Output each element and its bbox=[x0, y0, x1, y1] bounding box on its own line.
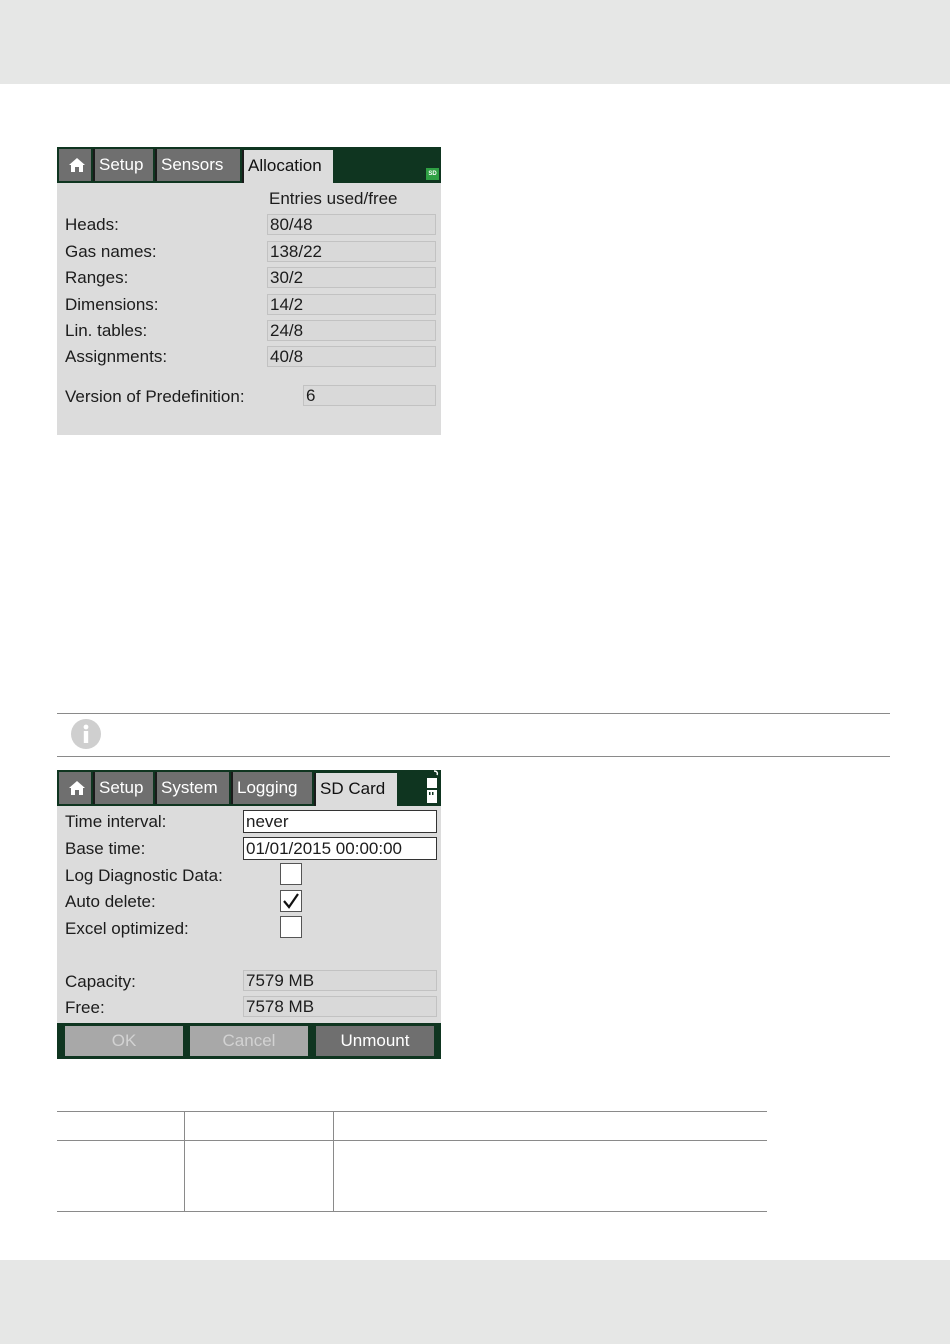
row-value-assignments: 40/8 bbox=[267, 346, 436, 367]
sd-card-status-icon bbox=[425, 770, 439, 804]
log-diagnostic-checkbox[interactable] bbox=[280, 863, 302, 885]
info-icon bbox=[70, 718, 102, 750]
allocation-screen bbox=[57, 147, 441, 435]
free-label: Free: bbox=[65, 998, 105, 1017]
row-value-dimensions: 14/2 bbox=[267, 294, 436, 315]
row-value-lin-tables: 24/8 bbox=[267, 320, 436, 341]
row-label-ranges: Ranges: bbox=[65, 268, 129, 287]
version-value: 6 bbox=[303, 385, 436, 406]
capacity-value: 7579 MB bbox=[243, 970, 437, 991]
note-top-rule bbox=[57, 713, 890, 714]
free-value: 7578 MB bbox=[243, 996, 437, 1017]
excel-optimized-label: Excel optimized: bbox=[65, 919, 189, 938]
row-value-gas-names: 138/22 bbox=[267, 241, 436, 262]
row-label-gas-names: Gas names: bbox=[65, 242, 157, 261]
home-icon bbox=[68, 780, 86, 796]
tab-sd-card[interactable]: SD Card bbox=[314, 773, 397, 806]
table-top-rule bbox=[57, 1111, 767, 1112]
row-label-lin-tables: Lin. tables: bbox=[65, 321, 148, 340]
auto-delete-label: Auto delete: bbox=[65, 892, 156, 911]
page-footer-band bbox=[0, 1260, 950, 1344]
tab-home[interactable] bbox=[59, 149, 91, 181]
table-header-rule bbox=[57, 1140, 767, 1141]
cancel-button[interactable]: Cancel bbox=[190, 1026, 308, 1056]
tab-bar bbox=[57, 147, 441, 183]
excel-optimized-checkbox[interactable] bbox=[280, 916, 302, 938]
tab-system[interactable]: System bbox=[155, 772, 229, 804]
row-label-dimensions: Dimensions: bbox=[65, 295, 159, 314]
tab-allocation[interactable]: Allocation bbox=[242, 150, 333, 183]
tab-setup[interactable]: Setup bbox=[93, 772, 153, 804]
sd-card-icon: SD bbox=[426, 168, 439, 180]
auto-delete-checkbox[interactable] bbox=[280, 890, 302, 912]
table-column-divider bbox=[184, 1111, 185, 1212]
row-label-assignments: Assignments: bbox=[65, 347, 168, 366]
tab-home[interactable] bbox=[59, 772, 91, 804]
checkmark-icon bbox=[283, 893, 299, 909]
tab-bar bbox=[57, 770, 441, 806]
page-header-band bbox=[0, 0, 950, 84]
table-column-divider bbox=[333, 1111, 334, 1212]
tab-setup[interactable]: Setup bbox=[93, 149, 153, 181]
base-time-label: Base time: bbox=[65, 839, 146, 858]
ok-button[interactable]: OK bbox=[65, 1026, 183, 1056]
sd-card-screen bbox=[57, 770, 441, 1059]
log-diagnostic-label: Log Diagnostic Data: bbox=[65, 866, 223, 885]
tab-sensors[interactable]: Sensors bbox=[155, 149, 240, 181]
button-bar bbox=[57, 1023, 441, 1059]
time-interval-label: Time interval: bbox=[65, 812, 167, 831]
home-icon bbox=[68, 157, 86, 173]
time-interval-field[interactable]: never bbox=[243, 810, 437, 833]
table-bottom-rule bbox=[57, 1211, 767, 1212]
version-label: Version of Predefinition: bbox=[65, 387, 245, 406]
column-header: Entries used/free bbox=[269, 189, 398, 208]
row-value-heads: 80/48 bbox=[267, 214, 436, 235]
row-label-heads: Heads: bbox=[65, 215, 119, 234]
row-value-ranges: 30/2 bbox=[267, 267, 436, 288]
tab-logging[interactable]: Logging bbox=[231, 772, 312, 804]
note-bottom-rule bbox=[57, 756, 890, 757]
capacity-label: Capacity: bbox=[65, 972, 136, 991]
base-time-field[interactable]: 01/01/2015 00:00:00 bbox=[243, 837, 437, 860]
unmount-button[interactable]: Unmount bbox=[316, 1026, 434, 1056]
